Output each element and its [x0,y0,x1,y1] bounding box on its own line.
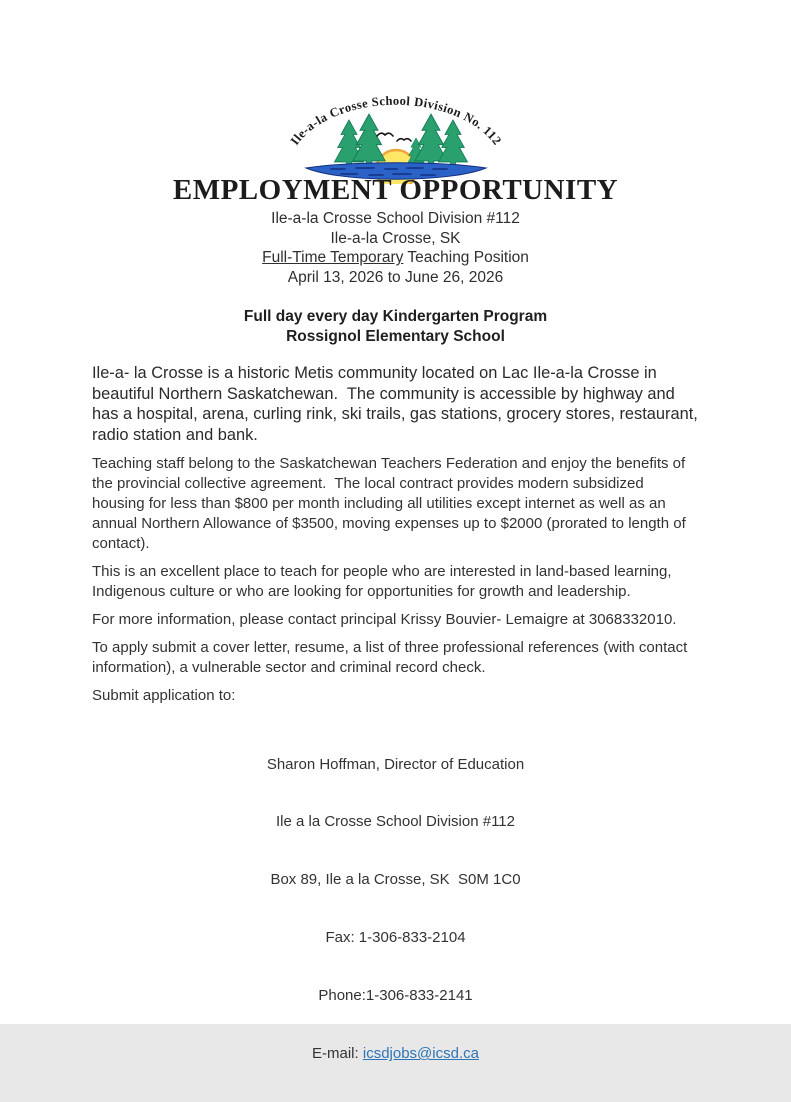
contact-division: Ile a la Crosse School Division #112 [275,813,515,831]
position-rest: Teaching Position [403,249,529,267]
program-block [0,307,791,347]
position-line [0,248,791,268]
contact-address: Box 89, Ile a la Crosse, SK S0M 1C0 [270,871,521,889]
benefits-paragraph: Teaching staff belong to the Saskatchewan Teachers Federation and enjoy the benefits of the provincial collective agreement. The local contract provides modern subsidized housing for less than $800 per month including all utilities except internet as well as an annual Northern Allowance of $3500, moving expenses up to $2000 (prorated to length of contact). [92,455,690,552]
contact-fax: Fax: 1-306-833-2104 [325,929,466,947]
logo-graphic [281,88,511,184]
bird-icon [377,133,393,136]
email-label: E-mail: [312,1045,363,1063]
opportunity-paragraph: This is an excellent place to teach for people who are interested in land-based learning, Indigenous culture or who are looking for opportunities for growth and leadership. [92,563,676,600]
program-name: Full day every day Kindergarten Program [243,307,548,325]
contact-phone: Phone:1-306-833-2141 [318,987,473,1005]
school-division-logo [281,88,511,184]
body-text [0,363,791,706]
contact-email-line [0,1044,791,1063]
bird-icon [397,139,411,141]
dates-line: April 13, 2026 to June 26, 2026 [287,269,504,287]
email-link[interactable]: icsdjobs@icsd.ca [362,1045,479,1063]
contact-block [0,716,791,1102]
contact-name: Sharon Hoffman, Director of Education [266,755,525,773]
more-info-paragraph: For more information, please contact principal Krissy Bouvier- Lemaigre at 3068332010. [92,611,677,628]
position-type: Full-Time Temporary [262,249,404,267]
school-name: Rossignol Elementary School [286,327,505,345]
location-line: Ile-a-la Crosse, SK [330,229,461,247]
community-paragraph: Ile-a- la Crosse is a historic Metis community located on Lac Ile-a-la Crosse in beautiful Northern Saskatchewan. The community is accessible by highway and has a hospital, arena, curling rink, ski trails, gas stations, grocery stores, restaurant, radio station and bank. [92,363,703,445]
logo-arc-text: Ile-a-la Crosse School Division No. 112 [287,93,504,148]
division-line: Ile-a-la Crosse School Division #112 [271,210,520,227]
header-block [0,209,791,288]
how-to-apply-paragraph: To apply submit a cover letter, resume, a list of three professional references (with contact information), a vulnerable sector and criminal record check. [92,639,692,676]
page-title: EMPLOYMENT OPPORTUNITY [172,174,619,206]
submit-label: Submit application to: [92,687,236,704]
pine-tree-icon [438,120,467,170]
